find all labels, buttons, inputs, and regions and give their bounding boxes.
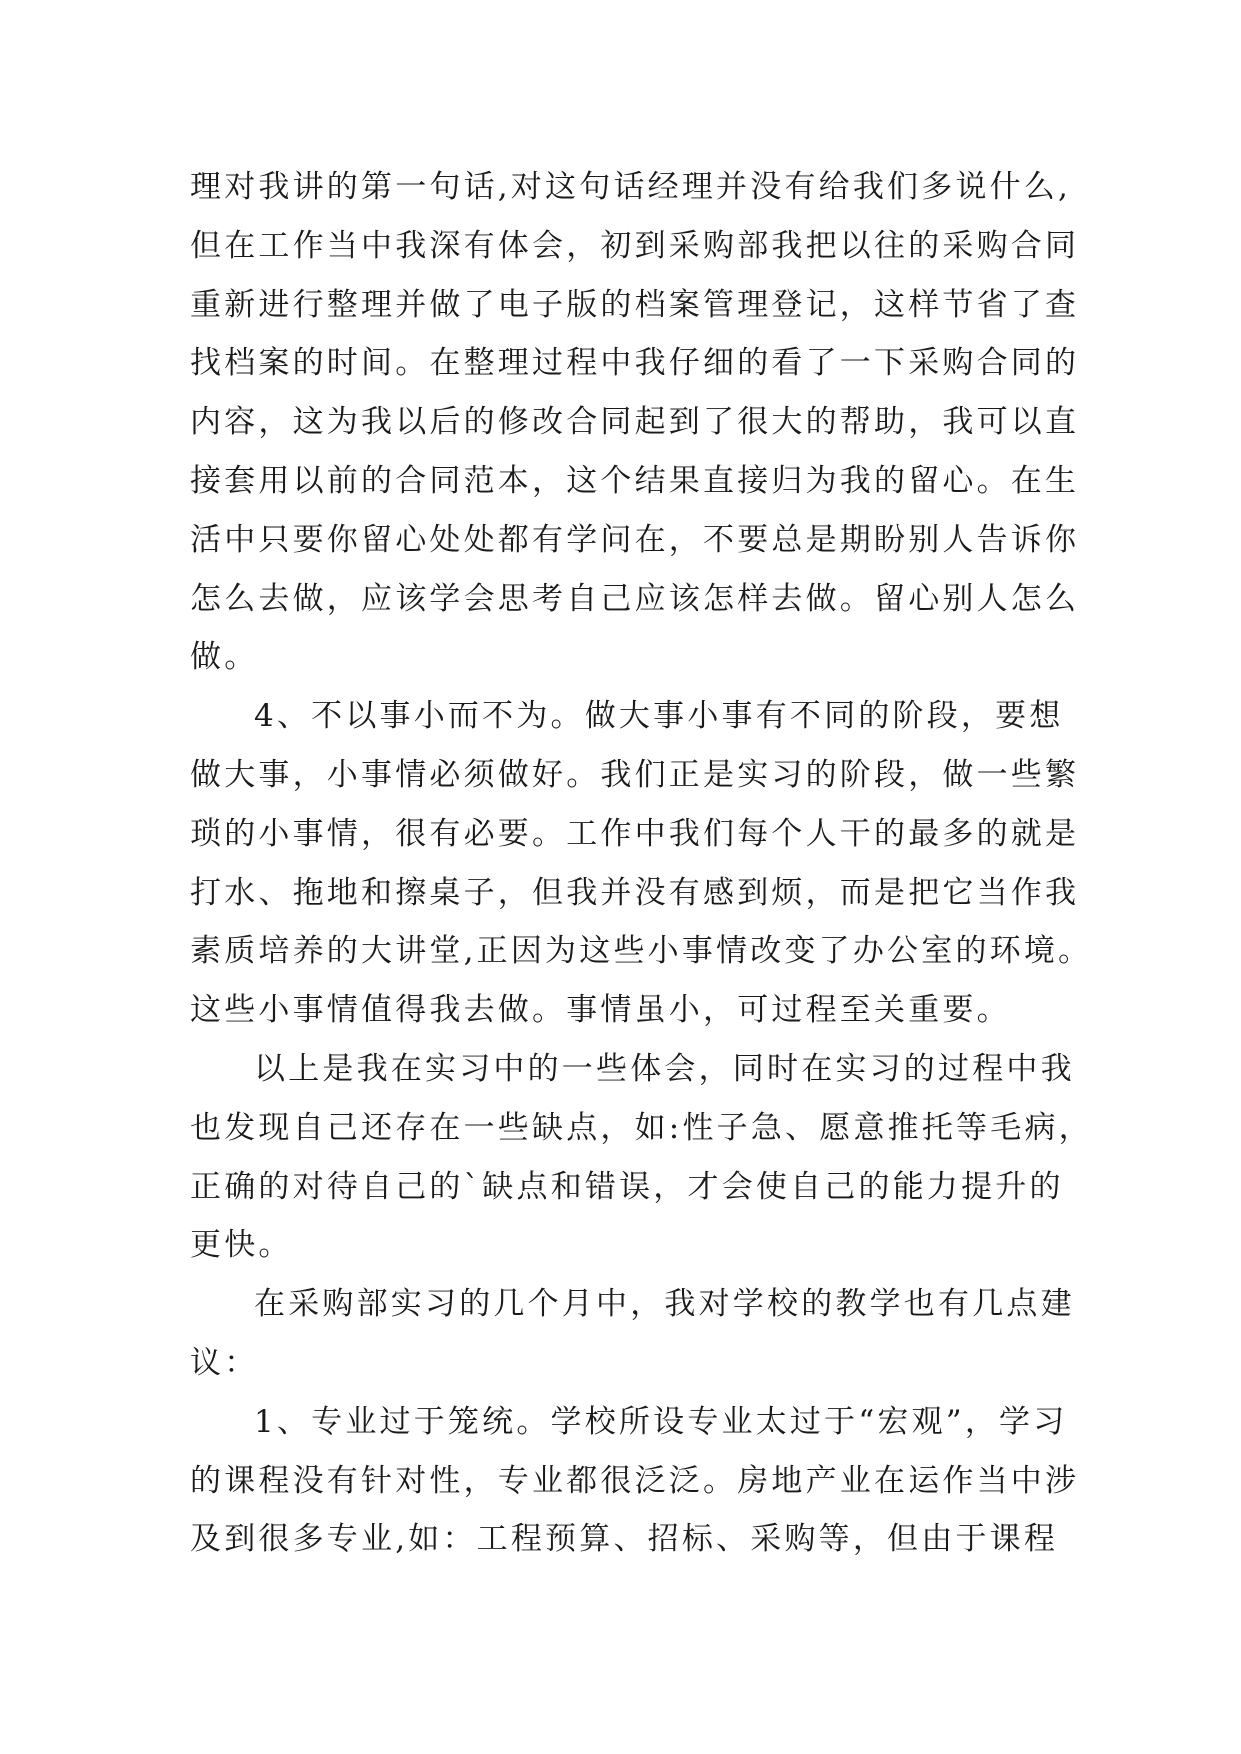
text-line: 的课程没有针对性，专业都很泛泛。房地产业在运作当中涉 <box>190 1462 1080 1499</box>
text-line: 在采购部实习的几个月中，我对学校的教学也有几点建 <box>254 1286 1075 1323</box>
text-line: 正确的对待自己的`缺点和错误，才会使自己的能力提升的 <box>190 1168 1064 1205</box>
text-line: 也发现自己还存在一些缺点，如:性子急、愿意推托等毛病， <box>190 1109 1093 1146</box>
text-line: 及到很多专业,如：工程预算、招标、采购等，但由于课程 <box>190 1521 1059 1558</box>
text-line: 内容，这为我以后的修改合同起到了很大的帮助，我可以直 <box>190 404 1080 441</box>
text-line: 理对我讲的第一句话,对这句话经理并没有给我们多说什么, <box>190 169 1072 205</box>
text-line: 琐的小事情，很有必要。工作中我们每个人干的最多的就是 <box>190 815 1080 852</box>
text-line: 以上是我在实习中的一些体会，同时在实习的过程中我 <box>254 1050 1075 1087</box>
text-line: 素质培养的大讲堂,正因为这些小事情改变了办公室的环境。 <box>190 933 1093 970</box>
body-text <box>190 158 1190 1569</box>
text-line: 议： <box>190 1344 259 1381</box>
text-line: 1、专业过于笼统。学校所设专业太过于“宏观”，学习 <box>254 1403 1068 1440</box>
text-line: 4、不以事小而不为。做大事小事有不同的阶段，要想 <box>254 698 1064 735</box>
text-line: 怎么去做，应该学会思考自己应该怎样去做。留心别人怎么 <box>190 580 1080 617</box>
text-line: 重新进行整理并做了电子版的档案管理登记，这样节省了查 <box>190 286 1080 323</box>
text-line: 做。 <box>190 639 259 676</box>
text-line: 接套用以前的合同范本，这个结果直接归为我的留心。在生 <box>190 462 1080 499</box>
text-line: 更快。 <box>190 1227 293 1264</box>
text-line: 打水、拖地和擦桌子，但我并没有感到烦，而是把它当作我 <box>190 874 1080 911</box>
text-line: 找档案的时间。在整理过程中我仔细的看了一下采购合同的 <box>190 345 1080 382</box>
text-line: 但在工作当中我深有体会，初到采购部我把以往的采购合同 <box>190 227 1080 264</box>
text-line: 活中只要你留心处处都有学问在，不要总是期盼别人告诉你 <box>190 521 1080 558</box>
text-line: 这些小事情值得我去做。事情虽小，可过程至关重要。 <box>190 992 1011 1029</box>
text-line: 做大事，小事情必须做好。我们正是实习的阶段，做一些繁 <box>190 756 1080 793</box>
